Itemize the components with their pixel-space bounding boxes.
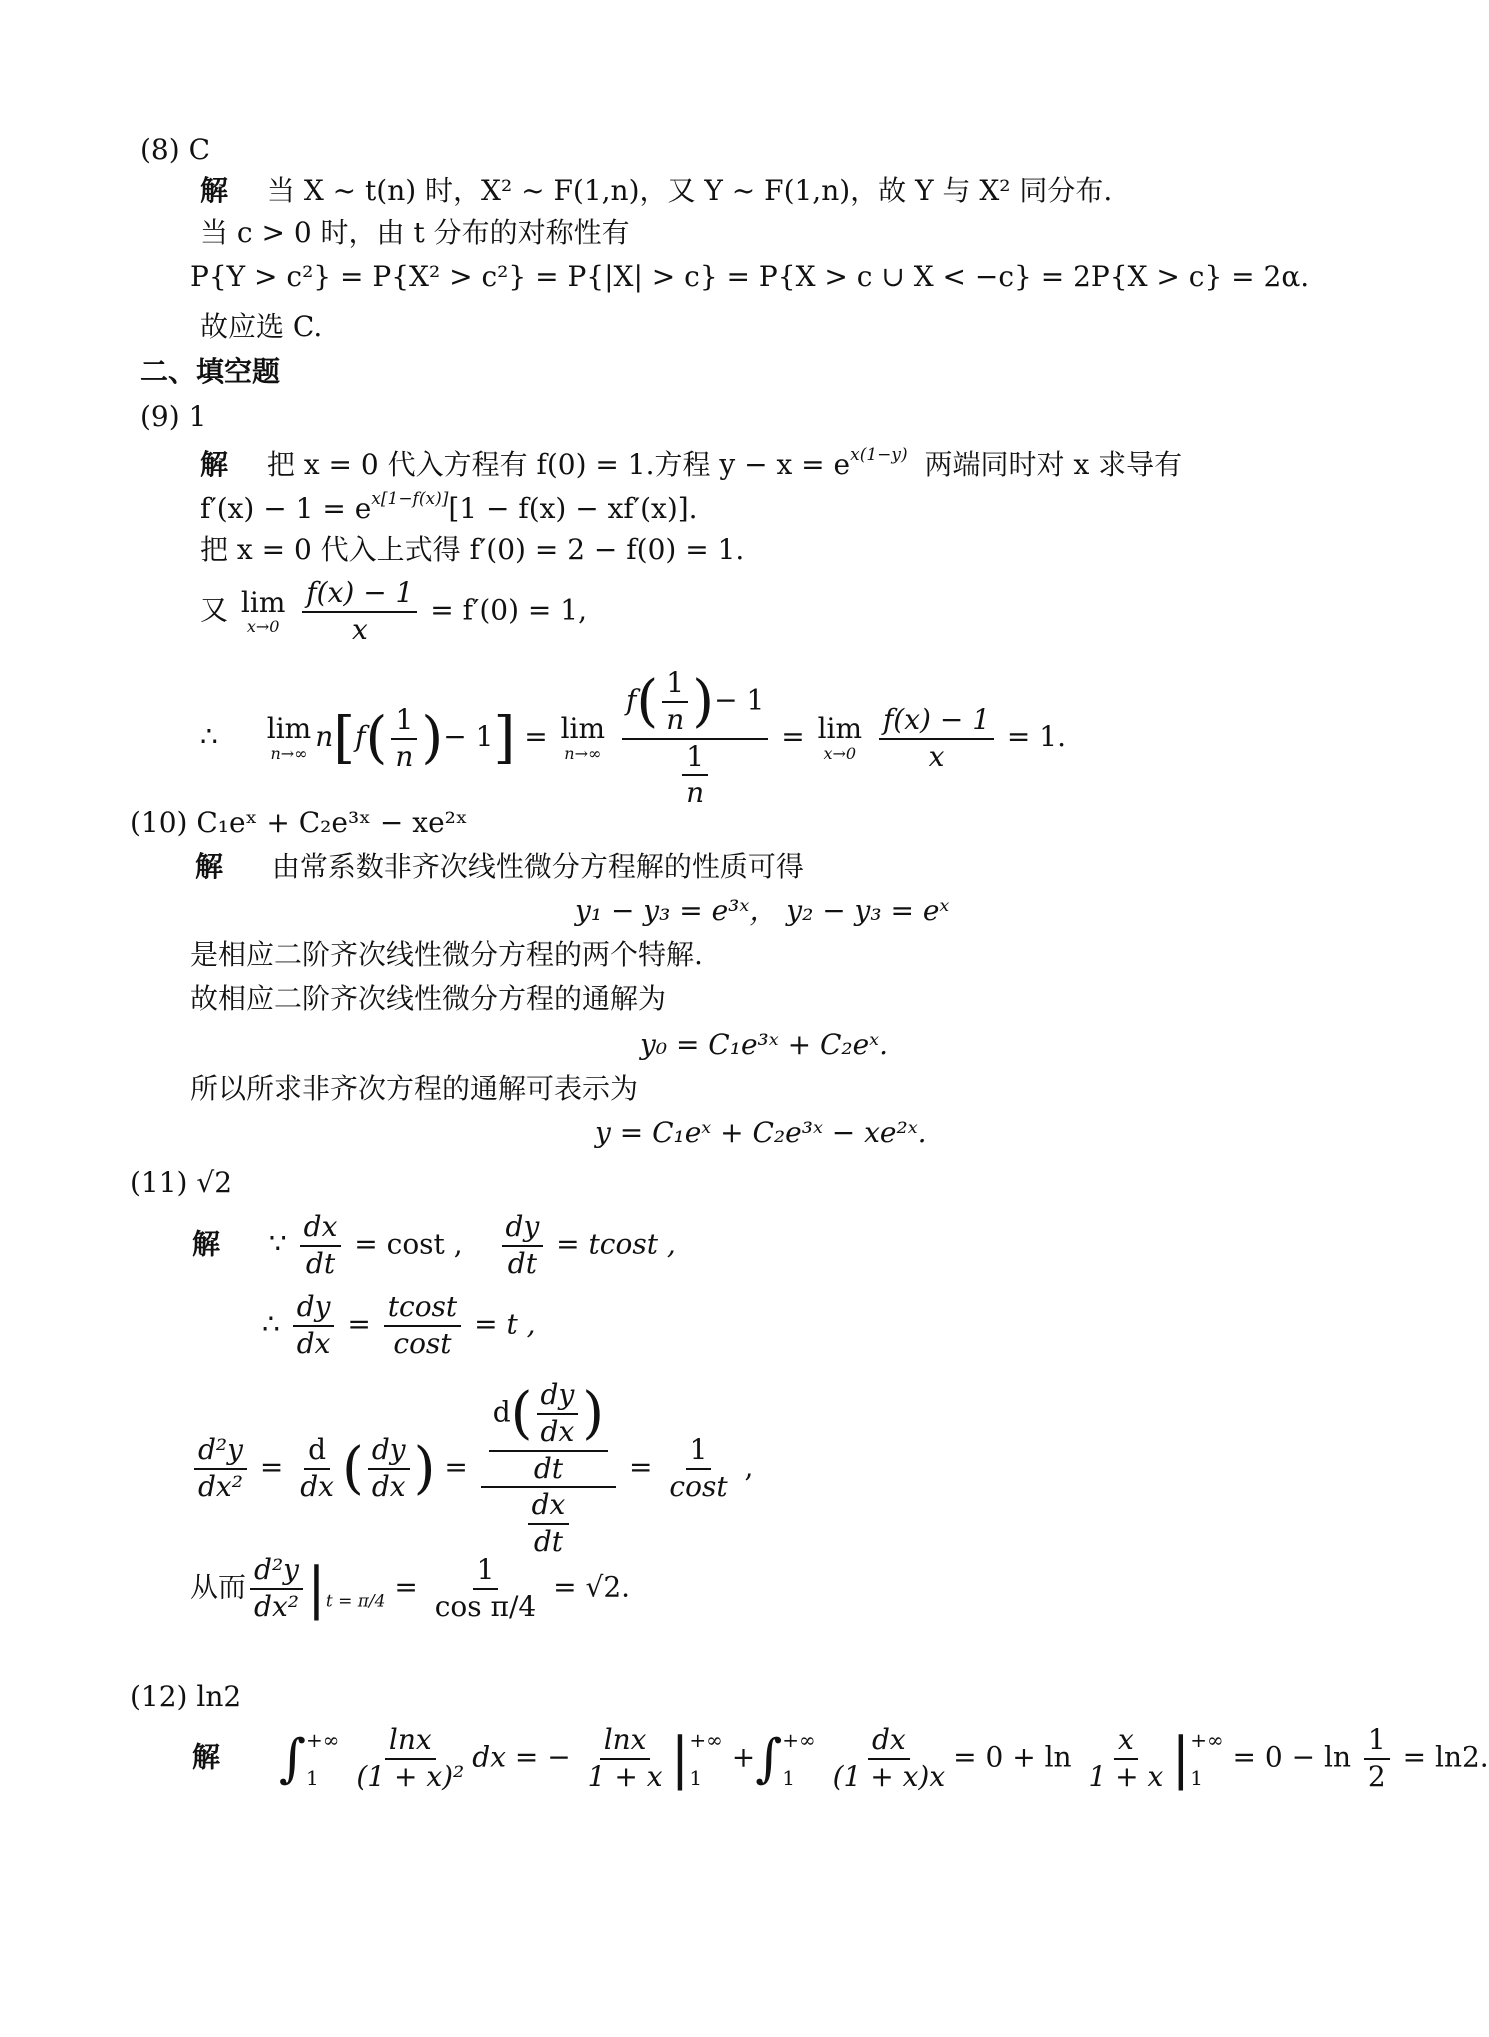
q10-line2: y₁ − y₃ = e³ˣ， y₂ − y₃ = eˣ: [575, 894, 950, 927]
fraction: $\frac{dy}{dx}$: [368, 1435, 410, 1503]
compound-fraction: d( $\frac{dy}{dx}$ ) dt $\frac{dx}{dt}$: [481, 1380, 616, 1558]
solution-marker: 解: [195, 850, 224, 883]
fraction: $\frac{f(x) - 1}{x}$: [302, 578, 417, 646]
q9-line5: ∴ lim n→∞ n[f( $\frac{1}{n}$ )− 1] = lim n→∞ f( $\frac{1}{n}$ )− 1 $\frac{1}{n}$ = lim x→0 $\frac{f(x) - 1}{x}$ = 1.: [200, 666, 1066, 810]
q11-label: (11) √2: [130, 1166, 233, 1199]
fraction: $\frac{d}{dx}$: [300, 1433, 334, 1503]
fraction: $\frac{1}{\text{cos π/4}}$: [434, 1553, 537, 1623]
q8-line2: 当 c > 0 时，由 t 分布的对称性有: [200, 216, 630, 249]
limit-operator: lim n→∞: [266, 712, 312, 764]
q9-label: (9) 1: [140, 400, 207, 433]
q10-line7: y = C₁eˣ + C₂e³ˣ − xe²ˣ.: [595, 1116, 927, 1149]
limit-operator: lim x→0: [240, 585, 286, 637]
fraction: $\frac{x}{1 + x}$: [1088, 1723, 1164, 1793]
q9-line3: 把 x = 0 代入上式得 f′(0) = 2 − f(0) = 1.: [200, 533, 745, 566]
fraction: $\frac{f(x) - 1}{x}$: [879, 705, 994, 773]
q9-line2: $f'(x) - 1 = e^{x[1-f(x)]}[1 - f(x) - xf'(x)]$.: [200, 489, 698, 525]
q12-line1: 解 ∫ +∞ 1 $\frac{\ln x}{\text{(1 + x)²}}$ dx = − $\frac{\ln x}{1 + x}$ | +∞ 1 +∫ +∞ 1 $\frac{dx}{(1 + x)x}$ = 0 + ln $\frac{x}{1 + x}$ | +∞ 1 = 0 − ln $\frac{1}{2}$ = ln2.: [192, 1723, 1489, 1793]
q10-line5: y₀ = C₁e³ˣ + C₂eˣ.: [640, 1028, 889, 1061]
fraction: $\frac{\text{d²y}}{\text{dx²}}$: [194, 1435, 247, 1503]
fraction: $\frac{dy}{dx}$: [293, 1292, 335, 1360]
fraction: $\frac{\ln x}{\text{(1 + x)²}}$: [356, 1723, 465, 1793]
q9-line1: 解 把 x = 0 代入方程有 f(0) = 1.方程 $y - x = e^{x(1-y)}$ 两端同时对 x 求导有: [200, 445, 1183, 481]
fraction: $\frac{dx}{(1 + x)x}$: [832, 1723, 946, 1793]
q11-line4: 从而 $\frac{\text{d²y}}{\text{dx²}}$ $|_{t = \pi/4}$ = $\frac{1}{\text{cos π/4}}$ = √2.: [190, 1553, 631, 1623]
q10-line1: 解 由常系数非齐次线性微分方程解的性质可得: [195, 850, 804, 883]
fraction: f( $\frac{1}{n}$ )− 1 $\frac{1}{n}$: [622, 668, 768, 809]
limit-operator: lim x→0: [817, 712, 863, 764]
q11-line2: ∴ $\frac{dy}{dx}$ = $\frac{tcost}{\cos t}$ = t ,: [262, 1290, 536, 1360]
q9-line4: 又 lim x→0 $\frac{f(x) - 1}{x}$ = f′(0) = 1,: [200, 576, 588, 646]
q8-text1: 当 X ~ t(n) 时，X² ~ F(1,n)，又 Y ~ F(1,n)，故 Y 与 X² 同分布.: [266, 174, 1113, 207]
q8-line1: [200, 176, 1112, 207]
fraction: $\frac{1}{\cos t}$: [669, 1433, 728, 1503]
q10-line4: 故相应二阶齐次线性微分方程的通解为: [190, 982, 667, 1015]
fraction: $\frac{1}{2}$: [1364, 1725, 1390, 1793]
q11-line3: $\frac{\text{d²y}}{\text{dx²}}$ = $\frac{d}{dx}$ ( $\frac{dy}{dx}$ ) = d( $\frac{dy}{dx}$ ) dt $\frac{dx}{dt}$ = $\frac{1}{\cos t}$ ,: [190, 1380, 753, 1558]
fraction: $\frac{1}{n}$: [391, 705, 417, 773]
solution-marker: 解: [200, 174, 229, 207]
integral-sign: ∫: [278, 1728, 307, 1789]
solution-marker: 解: [192, 1227, 221, 1261]
q10-label: (10) C₁eˣ + C₂e³ˣ − xe²ˣ: [130, 806, 468, 839]
q10-line6: 所以所求非齐次方程的通解可表示为: [190, 1072, 639, 1105]
fraction: $\frac{\text{d²y}}{\text{dx²}}$: [250, 1555, 303, 1623]
q12-label: (12) ln2: [130, 1680, 242, 1713]
integral-sign: ∫: [755, 1728, 783, 1789]
fraction: $\frac{dy}{dt}$: [502, 1212, 544, 1280]
fraction: $\frac{tcost}{\cos t}$: [384, 1292, 461, 1360]
limit-operator: lim n→∞: [560, 712, 606, 764]
section-heading-fill-in: 二、填空题: [140, 355, 281, 388]
q10-line3: 是相应二阶齐次线性微分方程的两个特解.: [190, 938, 703, 971]
fraction: $\frac{dx}{dt}$: [300, 1212, 342, 1280]
solution-marker: 解: [200, 448, 229, 481]
q8-label: (8) C: [140, 133, 210, 166]
q11-line1: 解 ∵ $\frac{dx}{dt}$ = cost , $\frac{dy}{dt}$ = tcost ,: [192, 1210, 676, 1280]
q8-line4: 故应选 C.: [200, 310, 323, 343]
solution-marker: 解: [192, 1740, 221, 1774]
fraction: $\frac{\ln x}{1 + x}$: [587, 1723, 663, 1793]
q8-line3: P{Y > c²} = P{X² > c²} = P{|X| > c} = P{X > c ∪ X < −c} = 2P{X > c} = 2α.: [190, 260, 1310, 293]
